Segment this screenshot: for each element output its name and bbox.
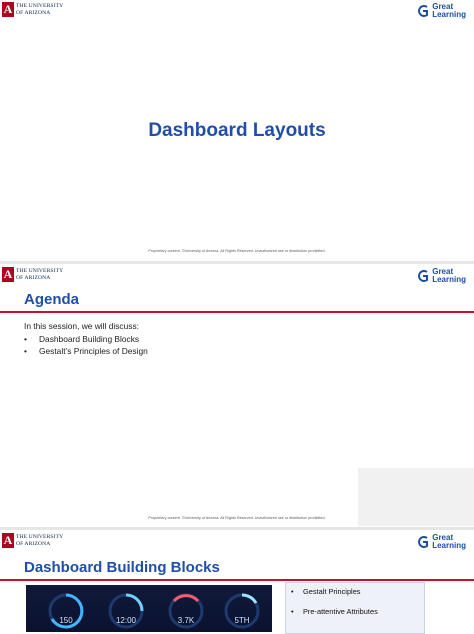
great-learning-logo bbox=[417, 268, 466, 284]
list-item: • Gestalt Principles bbox=[291, 587, 361, 596]
list-item: • Pre-attentive Attributes bbox=[291, 607, 378, 616]
agenda-list bbox=[24, 334, 148, 357]
gauge-value: 3.7K bbox=[177, 616, 195, 625]
heading-rule bbox=[0, 579, 474, 581]
gauge-ring-icon bbox=[222, 591, 262, 631]
proprietary-footer: Proprietary content. ©University of Arizona. All Rights Reserved. Unauthorized use or distribution prohibited. bbox=[148, 249, 326, 253]
gauge-ring-icon bbox=[46, 591, 86, 631]
ua-logo-text: THE UNIVERSITY OF ARIZONA bbox=[16, 533, 64, 547]
arizona-a-icon: A bbox=[3, 2, 13, 16]
topics-box bbox=[285, 582, 425, 634]
heading-rule bbox=[0, 311, 474, 313]
proprietary-footer: Proprietary content. ©University of Arizona. All Rights Reserved. Unauthorized use or distribution prohibited. bbox=[148, 516, 326, 520]
building-blocks-heading: Dashboard Building Blocks bbox=[24, 559, 220, 576]
ua-logo-text: THE UNIVERSITY OF ARIZONA bbox=[16, 2, 64, 16]
great-learning-g-icon bbox=[417, 4, 429, 18]
agenda-intro: In this session, we will discuss: bbox=[24, 321, 139, 331]
slide-title bbox=[0, 0, 474, 261]
great-learning-g-icon bbox=[417, 535, 429, 549]
gl-logo-text: Great Learning bbox=[432, 2, 466, 19]
university-of-arizona-logo bbox=[2, 267, 63, 282]
ua-logo-text: THE UNIVERSITY OF ARIZONA bbox=[16, 267, 64, 281]
agenda-heading: Agenda bbox=[24, 291, 80, 308]
gauge-ring-icon bbox=[106, 591, 146, 631]
presentation-title: Dashboard Layouts bbox=[148, 120, 326, 141]
gauge-value: 12:00 bbox=[115, 616, 137, 625]
gauge-value: 5TH bbox=[234, 616, 250, 625]
gl-logo-text: Great Learning bbox=[432, 533, 466, 550]
arizona-a-icon: A bbox=[3, 267, 13, 281]
topics-list bbox=[291, 586, 378, 626]
list-item: • Dashboard Building Blocks bbox=[24, 334, 140, 344]
list-item: • Gestalt’s Principles of Design bbox=[24, 345, 148, 356]
gauge-ring-icon bbox=[166, 591, 206, 631]
dashboard-example-image bbox=[26, 585, 272, 632]
university-of-arizona-logo bbox=[2, 533, 63, 548]
gauge-value: 150 bbox=[59, 616, 73, 625]
university-of-arizona-logo bbox=[2, 2, 63, 17]
gl-logo-text: Great Learning bbox=[432, 267, 466, 284]
arizona-a-icon: A bbox=[3, 533, 13, 547]
great-learning-logo bbox=[417, 534, 466, 550]
great-learning-g-icon bbox=[417, 269, 429, 283]
great-learning-logo bbox=[417, 3, 466, 19]
